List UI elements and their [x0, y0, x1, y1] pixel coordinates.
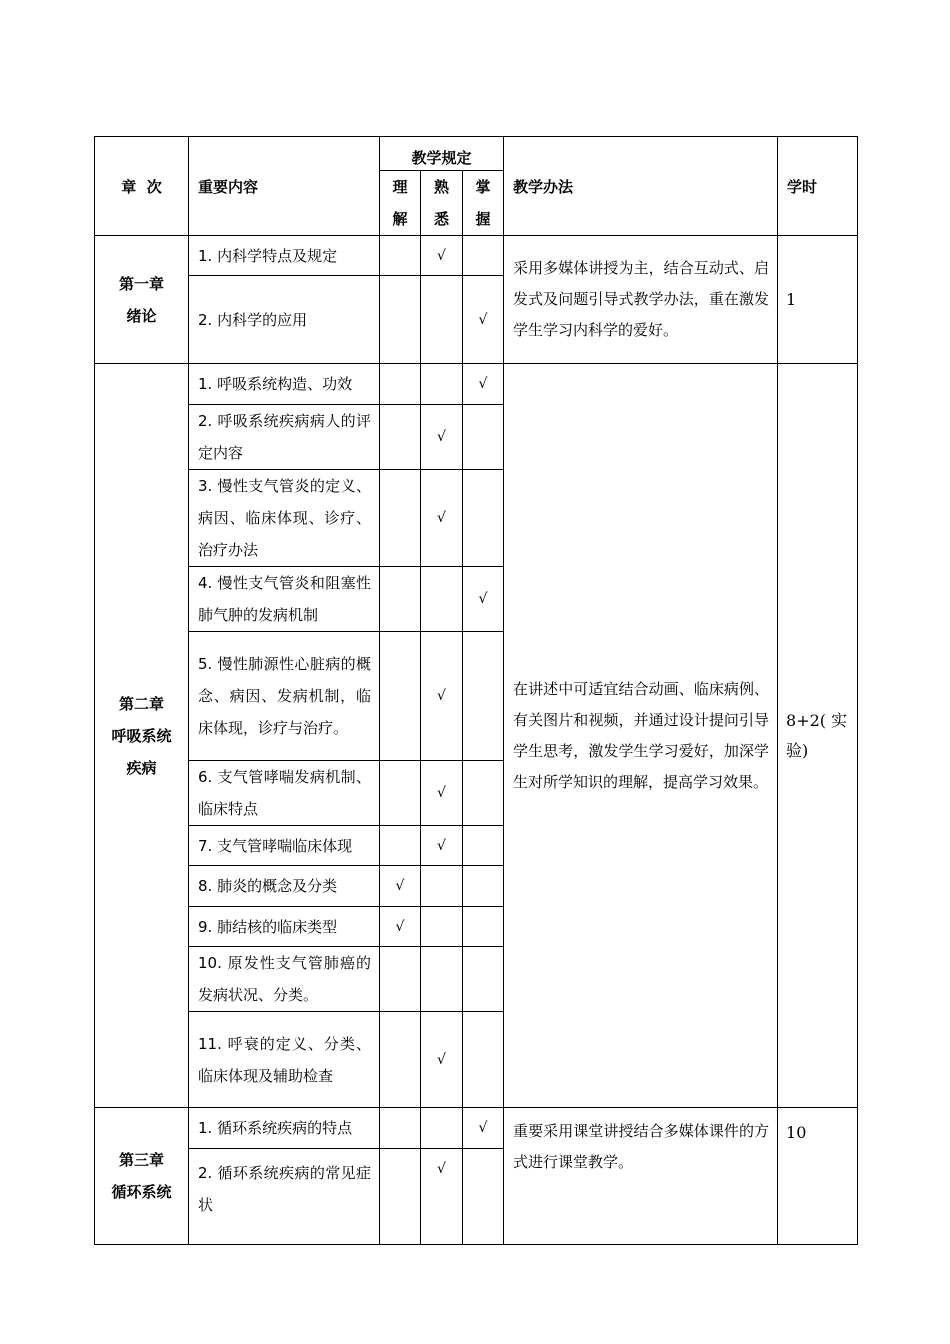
chapter-3-method: 重要采用课堂讲授结合多媒体课件的方式进行课堂教学。 — [504, 1108, 778, 1245]
header-master: 掌 握 — [463, 171, 504, 236]
mark-understand — [380, 276, 421, 364]
mark-familiar: √ — [421, 236, 463, 276]
chapter-1-hours: 1 — [778, 236, 858, 364]
mark-familiar: √ — [421, 1149, 463, 1245]
header-hours: 学时 — [778, 137, 858, 236]
mark-understand — [380, 236, 421, 276]
mark-familiar — [421, 1108, 463, 1149]
chapter-2-title: 第二章 呼吸系统 疾病 — [95, 364, 189, 1108]
table-row-content: 7. 支气管哮喘临床体现 — [189, 826, 380, 866]
mark-master: √ — [463, 567, 504, 632]
table-row-content: 6. 支气管哮喘发病机制、临床特点 — [189, 761, 380, 826]
mark-master — [463, 632, 504, 761]
mark-understand — [380, 761, 421, 826]
mark-understand — [380, 567, 421, 632]
mark-familiar: √ — [421, 1012, 463, 1108]
chapter-2-hours: 8+2( 实验) — [778, 364, 858, 1108]
mark-understand — [380, 826, 421, 866]
mark-familiar: √ — [421, 761, 463, 826]
table-row-content: 2. 内科学的应用 — [189, 276, 380, 364]
header-requirements: 教学规定 — [380, 137, 504, 171]
chapter-3-hours: 10 — [778, 1108, 858, 1245]
header-chapter: 章 次 — [95, 137, 189, 236]
mark-familiar: √ — [421, 405, 463, 470]
table-row-content: 4. 慢性支气管炎和阻塞性肺气肿的发病机制 — [189, 567, 380, 632]
chapter-1-title: 第一章 绪论 — [95, 236, 189, 364]
mark-understand — [380, 405, 421, 470]
table-row-content: 1. 循环系统疾病的特点 — [189, 1108, 380, 1149]
table-row-content: 8. 肺炎的概念及分类 — [189, 866, 380, 907]
mark-understand: √ — [380, 866, 421, 907]
mark-understand — [380, 947, 421, 1012]
table-row-content: 11. 呼衰的定义、分类、临床体现及辅助检查 — [189, 1012, 380, 1108]
mark-understand — [380, 364, 421, 405]
mark-familiar: √ — [421, 470, 463, 567]
mark-familiar — [421, 364, 463, 405]
header-content: 重要内容 — [189, 137, 380, 236]
header-method: 教学办法 — [504, 137, 778, 236]
table-row-content: 5. 慢性肺源性心脏病的概念、病因、发病机制，临床体现，诊疗与治疗。 — [189, 632, 380, 761]
mark-familiar — [421, 907, 463, 947]
chapter-3-title: 第三章 循环系统 — [95, 1108, 189, 1245]
mark-master — [463, 1149, 504, 1245]
syllabus-table — [94, 136, 858, 1245]
table-row-content: 9. 肺结核的临床类型 — [189, 907, 380, 947]
mark-master — [463, 761, 504, 826]
mark-master — [463, 405, 504, 470]
mark-master: √ — [463, 364, 504, 405]
mark-master — [463, 866, 504, 907]
mark-master — [463, 947, 504, 1012]
table-row-content: 1. 内科学特点及规定 — [189, 236, 380, 276]
mark-master — [463, 470, 504, 567]
mark-master — [463, 1012, 504, 1108]
mark-master: √ — [463, 276, 504, 364]
mark-familiar — [421, 947, 463, 1012]
table-row-content: 2. 呼吸系统疾病病人的评定内容 — [189, 405, 380, 470]
table-row-content: 2. 循环系统疾病的常见症状 — [189, 1149, 380, 1245]
table-row-content: 3. 慢性支气管炎的定义、病因、临床体现、诊疗、治疗办法 — [189, 470, 380, 567]
mark-master — [463, 907, 504, 947]
chapter-1-method: 采用多媒体讲授为主，结合互动式、启发式及问题引导式教学办法，重在激发学生学习内科学的爱好。 — [504, 236, 778, 364]
mark-familiar — [421, 866, 463, 907]
mark-familiar: √ — [421, 826, 463, 866]
table-row-content: 1. 呼吸系统构造、功效 — [189, 364, 380, 405]
mark-understand — [380, 1012, 421, 1108]
table-row-content: 10. 原发性支气管肺癌的发病状况、分类。 — [189, 947, 380, 1012]
header-familiar: 熟 悉 — [421, 171, 463, 236]
mark-understand: √ — [380, 907, 421, 947]
mark-understand — [380, 470, 421, 567]
header-understand: 理 解 — [380, 171, 421, 236]
mark-familiar — [421, 567, 463, 632]
chapter-2-method: 在讲述中可适宜结合动画、临床病例、有关图片和视频，并通过设计提问引导学生思考，激发学生学习爱好，加深学生对所学知识的理解，提高学习效果。 — [504, 364, 778, 1108]
mark-master: √ — [463, 1108, 504, 1149]
mark-master — [463, 236, 504, 276]
mark-familiar — [421, 276, 463, 364]
mark-familiar: √ — [421, 632, 463, 761]
mark-understand — [380, 632, 421, 761]
mark-understand — [380, 1149, 421, 1245]
mark-understand — [380, 1108, 421, 1149]
mark-master — [463, 826, 504, 866]
